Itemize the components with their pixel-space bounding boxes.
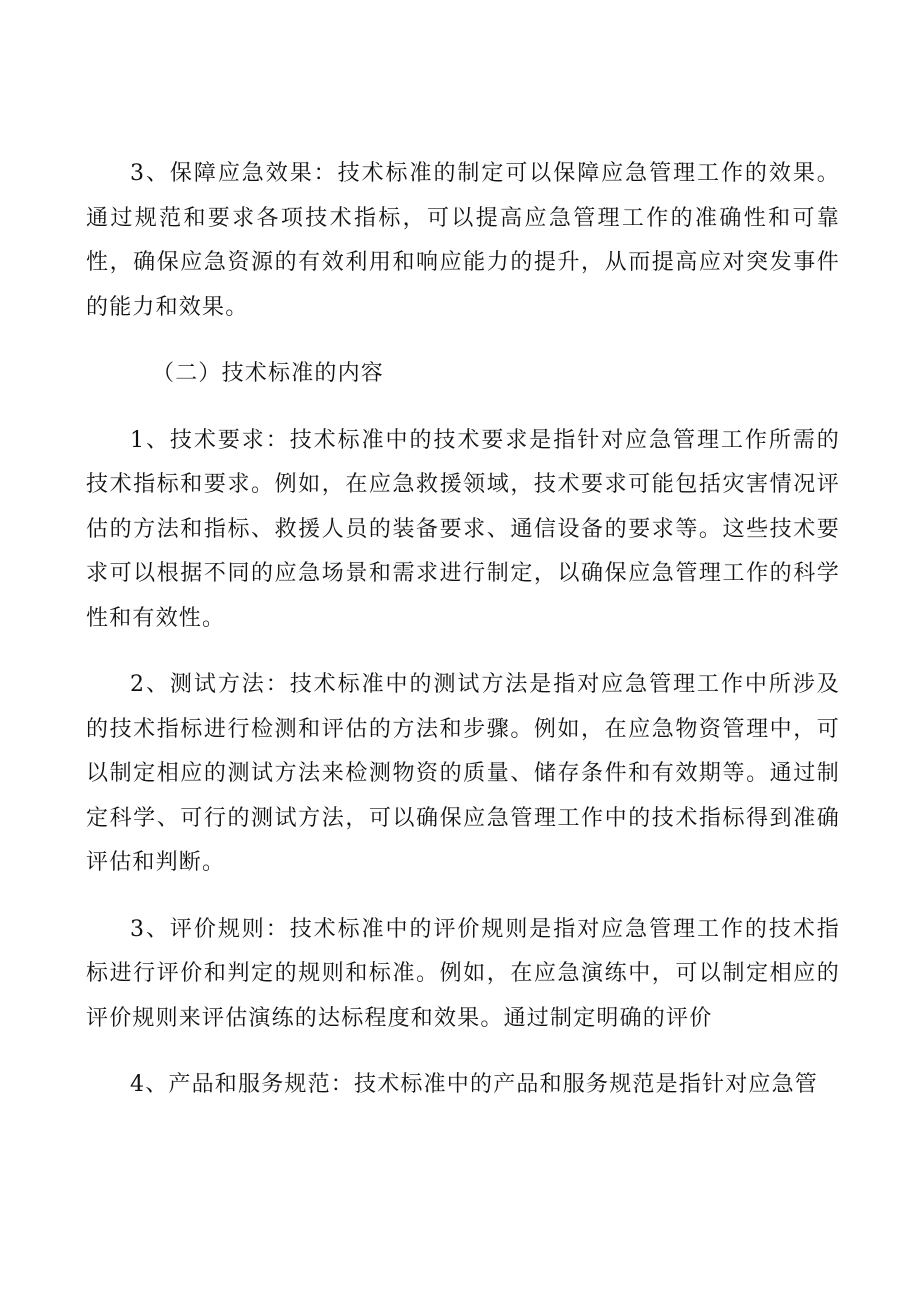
paragraph-evaluation-rules: 3、评价规则：技术标准中的评价规则是指对应急管理工作的技术指标进行评价和判定的规则和标准。例如，在应急演练中，可以制定相应的评价规则来评估演练的达标程度和效果。通过制定明确的评价 bbox=[86, 916, 840, 1031]
section-heading-content-of-technical-standards: （二）技术标准的内容 bbox=[152, 361, 385, 386]
paragraph-product-service-specs: 4、产品和服务规范：技术标准中的产品和服务规范是指针对应急管 bbox=[130, 1072, 818, 1097]
paragraph-test-methods: 2、测试方法：技术标准中的测试方法是指对应急管理工作中所涉及的技术指标进行检测和评估的方法和步骤。例如，在应急物资管理中，可以制定相应的测试方法来检测物资的质量、储存条件和有效期等。通过制定科学、可行的测试方法，可以确保应急管理工作中的技术指标得到准确评估和判断。 bbox=[86, 672, 840, 875]
paragraph-ensure-emergency-effect: 3、保障应急效果：技术标准的制定可以保障应急管理工作的效果。通过规范和要求各项技术指标，可以提高应急管理工作的准确性和可靠性，确保应急资源的有效利用和响应能力的提升，从而提高应对突发事件的能力和效果。 bbox=[86, 161, 840, 320]
document-page bbox=[86, 152, 840, 1108]
paragraph-technical-requirements: 1、技术要求：技术标准中的技术要求是指针对应急管理工作所需的技术指标和要求。例如，在应急救援领域，技术要求可能包括灾害情况评估的方法和指标、救援人员的装备要求、通信设备的要求等。这些技术要求可以根据不同的应急场景和需求进行制定，以确保应急管理工作的科学性和有效性。 bbox=[86, 427, 840, 631]
